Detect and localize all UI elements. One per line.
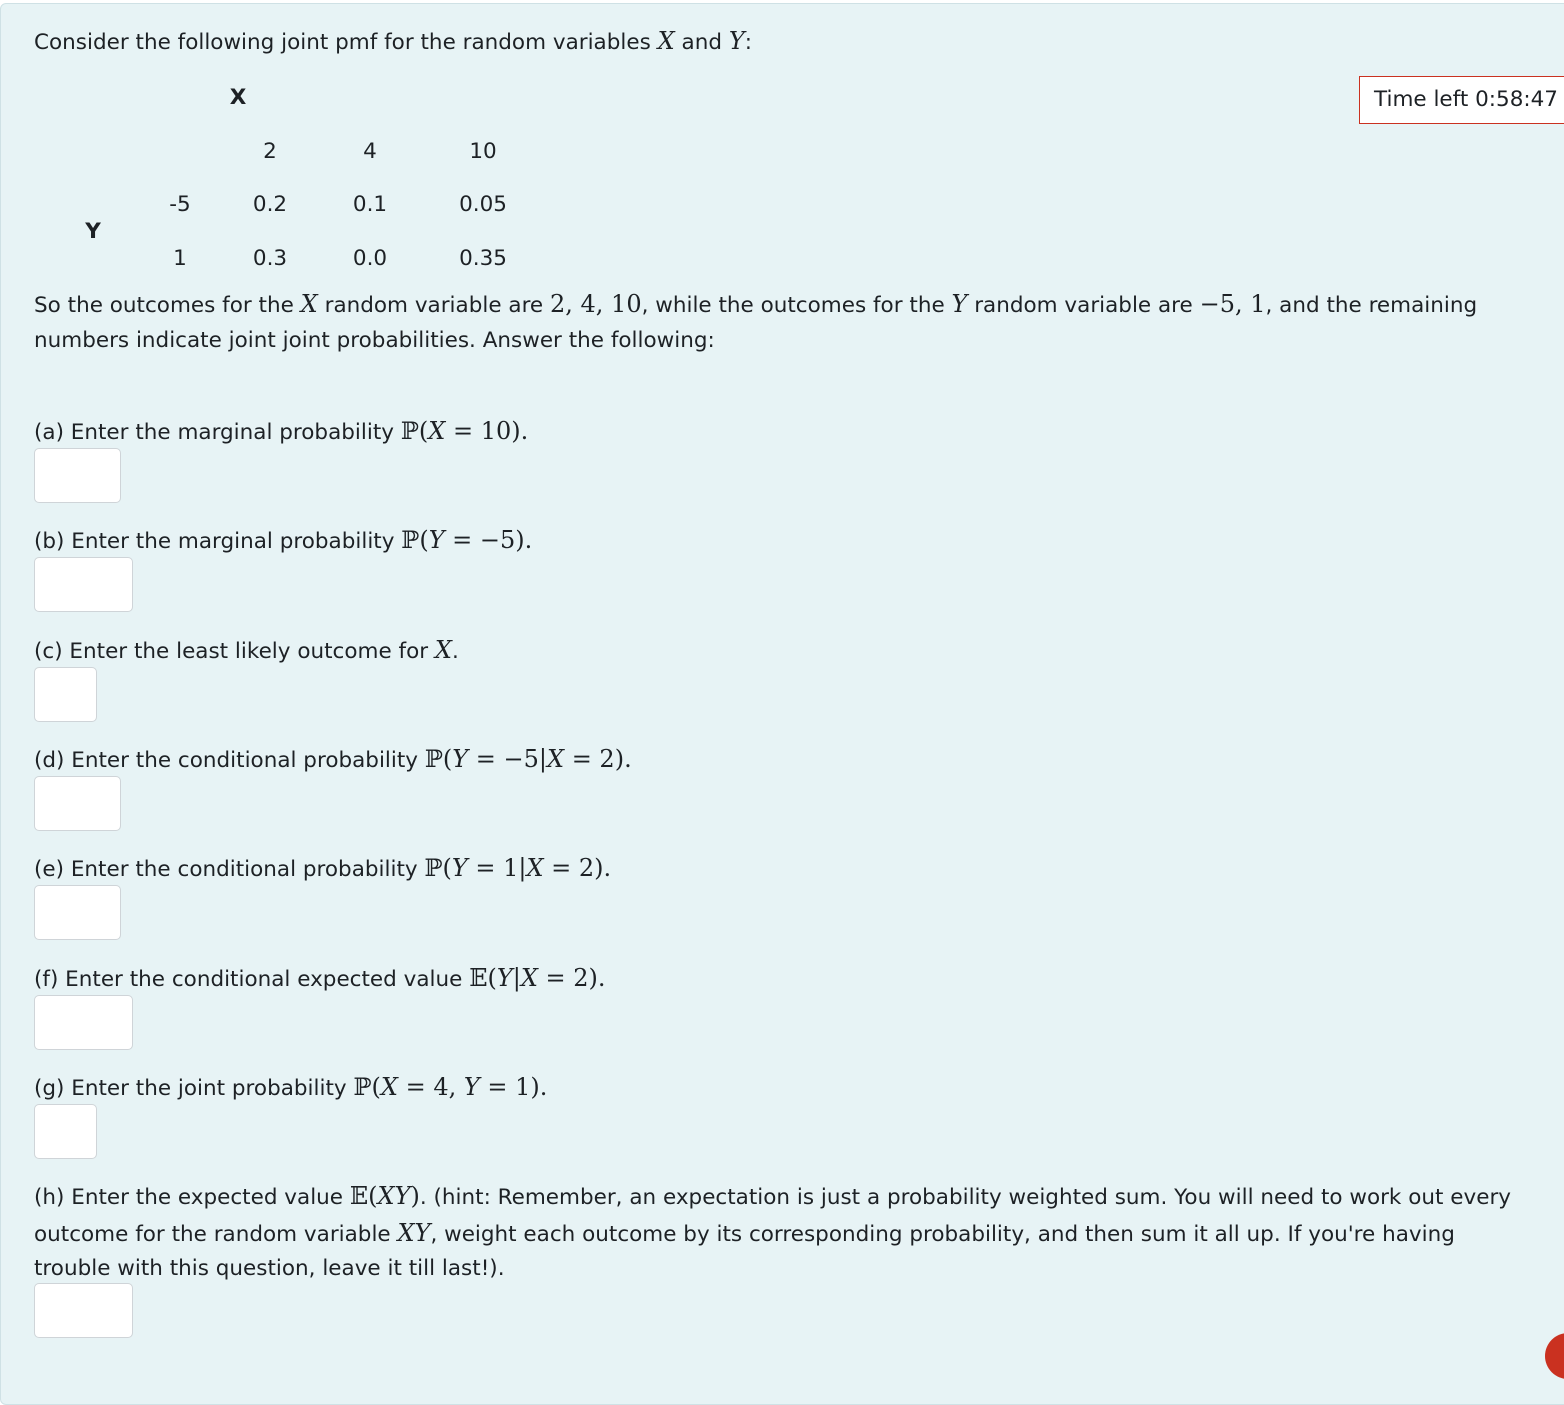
question-text: (e) Enter the conditional probability <box>34 857 425 882</box>
intro-part: : <box>744 30 752 55</box>
math-text: = 1). <box>479 1073 548 1101</box>
math-text: | <box>512 964 521 992</box>
time-left-indicator: Time left 0:58:47 <box>1359 76 1564 124</box>
math-x: X <box>300 290 318 318</box>
intro-part: and <box>674 30 729 55</box>
math-text: = 10). <box>445 417 529 445</box>
math-text: = 1| <box>467 854 527 882</box>
x-axis-label: X <box>229 85 247 110</box>
math-text: = 2). <box>564 745 632 773</box>
math-text: ( <box>368 1182 378 1210</box>
answer-b-input[interactable] <box>34 557 133 612</box>
question-h <box>34 1179 1514 1287</box>
prob-symbol: ℙ <box>400 417 419 445</box>
y-value: -5 <box>169 192 191 217</box>
answer-c-input[interactable] <box>34 667 97 722</box>
expectation-symbol: 𝔼 <box>469 964 488 992</box>
explanation-text <box>34 287 1534 358</box>
prob-symbol: ℙ <box>401 526 420 554</box>
intro-part: Consider the following joint pmf for the random variables <box>34 30 658 55</box>
x-value: 2 <box>263 139 277 164</box>
math-var: XY <box>397 1218 431 1247</box>
pmf-cell: 0.0 <box>352 246 388 271</box>
math-text: = 4, <box>397 1073 464 1101</box>
math-text: ( <box>419 526 429 554</box>
prob-symbol: ℙ <box>424 854 443 882</box>
math-var: Y <box>451 854 468 882</box>
math-var: Y <box>496 964 513 992</box>
question-text: , weight each outcome by its corresponding probability, and then sum it all up. If you're having trouble with this question, leave it till last!). <box>34 1221 1455 1281</box>
question-e <box>34 851 611 887</box>
math-text: = 2). <box>537 964 606 992</box>
question-c <box>34 633 459 669</box>
x-value: 10 <box>469 139 497 164</box>
pmf-cell: 0.2 <box>252 192 288 217</box>
question-b <box>34 523 532 559</box>
prob-symbol: ℙ <box>353 1073 372 1101</box>
x-value: 4 <box>363 139 377 164</box>
question-text: (d) Enter the conditional probability <box>34 748 425 773</box>
answer-e-input[interactable] <box>34 885 121 940</box>
math-var: Y <box>428 526 445 554</box>
explain-part: random variable are <box>317 293 550 318</box>
question-text: (a) Enter the marginal probability <box>34 420 401 445</box>
question-g <box>34 1070 547 1106</box>
math-var: X <box>526 854 544 882</box>
question-text: . <box>452 639 459 664</box>
math-x: X <box>657 27 675 55</box>
math-y: Y <box>951 290 968 318</box>
math-x-outcomes: 2, 4, 10 <box>550 290 642 318</box>
y-axis-label: Y <box>85 219 101 244</box>
expectation-symbol: 𝔼 <box>349 1182 369 1210</box>
question-f <box>34 961 606 997</box>
math-var: Y <box>463 1073 480 1101</box>
pmf-cell: 0.3 <box>252 246 288 271</box>
math-var: X <box>428 417 446 445</box>
math-y-outcomes: −5, 1 <box>1199 290 1266 318</box>
answer-f-input[interactable] <box>34 995 133 1050</box>
answer-a-input[interactable] <box>34 448 121 503</box>
question-text: . (hint: Remember, an expectation is just a probability weighted sum. You will need to work out every outcome for the random variable <box>34 1185 1512 1247</box>
question-text: (f) Enter the conditional expected value <box>34 967 470 992</box>
math-var: XY <box>377 1182 411 1210</box>
explain-part: , while the outcomes for the <box>641 293 952 318</box>
math-text: = 2). <box>543 854 612 882</box>
pmf-cell: 0.35 <box>459 246 507 271</box>
intro-text <box>34 24 752 60</box>
math-text: = −5). <box>444 526 533 554</box>
explain-part: So the outcomes for the <box>34 293 301 318</box>
question-text: (c) Enter the least likely outcome for <box>34 639 435 664</box>
question-text: (b) Enter the marginal probability <box>34 529 402 554</box>
math-var: X <box>546 745 565 773</box>
y-value: 1 <box>173 246 187 271</box>
pmf-cell: 0.1 <box>352 192 388 217</box>
math-text: ( <box>487 964 497 992</box>
math-var: X <box>434 636 453 664</box>
prob-symbol: ℙ <box>424 745 443 773</box>
question-text: (g) Enter the joint probability <box>34 1076 354 1101</box>
math-text: ( <box>418 417 429 445</box>
math-var: Y <box>452 745 469 773</box>
math-y: Y <box>728 27 745 55</box>
math-text: ) <box>410 1182 420 1210</box>
answer-d-input[interactable] <box>34 776 121 831</box>
math-var: X <box>380 1073 398 1101</box>
answer-g-input[interactable] <box>34 1104 97 1159</box>
math-text: ( <box>371 1073 381 1101</box>
math-text: = −5| <box>468 745 547 773</box>
explain-part: , and the remaining numbers indicate joint joint probabilities. Answer the following: <box>34 293 1478 353</box>
answer-h-input[interactable] <box>34 1283 133 1338</box>
question-text: (h) Enter the expected value <box>34 1185 350 1210</box>
explain-part: random variable are <box>967 293 1200 318</box>
pmf-cell: 0.05 <box>459 192 507 217</box>
math-text: ( <box>442 854 452 882</box>
math-var: X <box>520 964 538 992</box>
math-text: ( <box>442 745 453 773</box>
question-a <box>34 414 528 450</box>
question-d <box>34 742 632 778</box>
